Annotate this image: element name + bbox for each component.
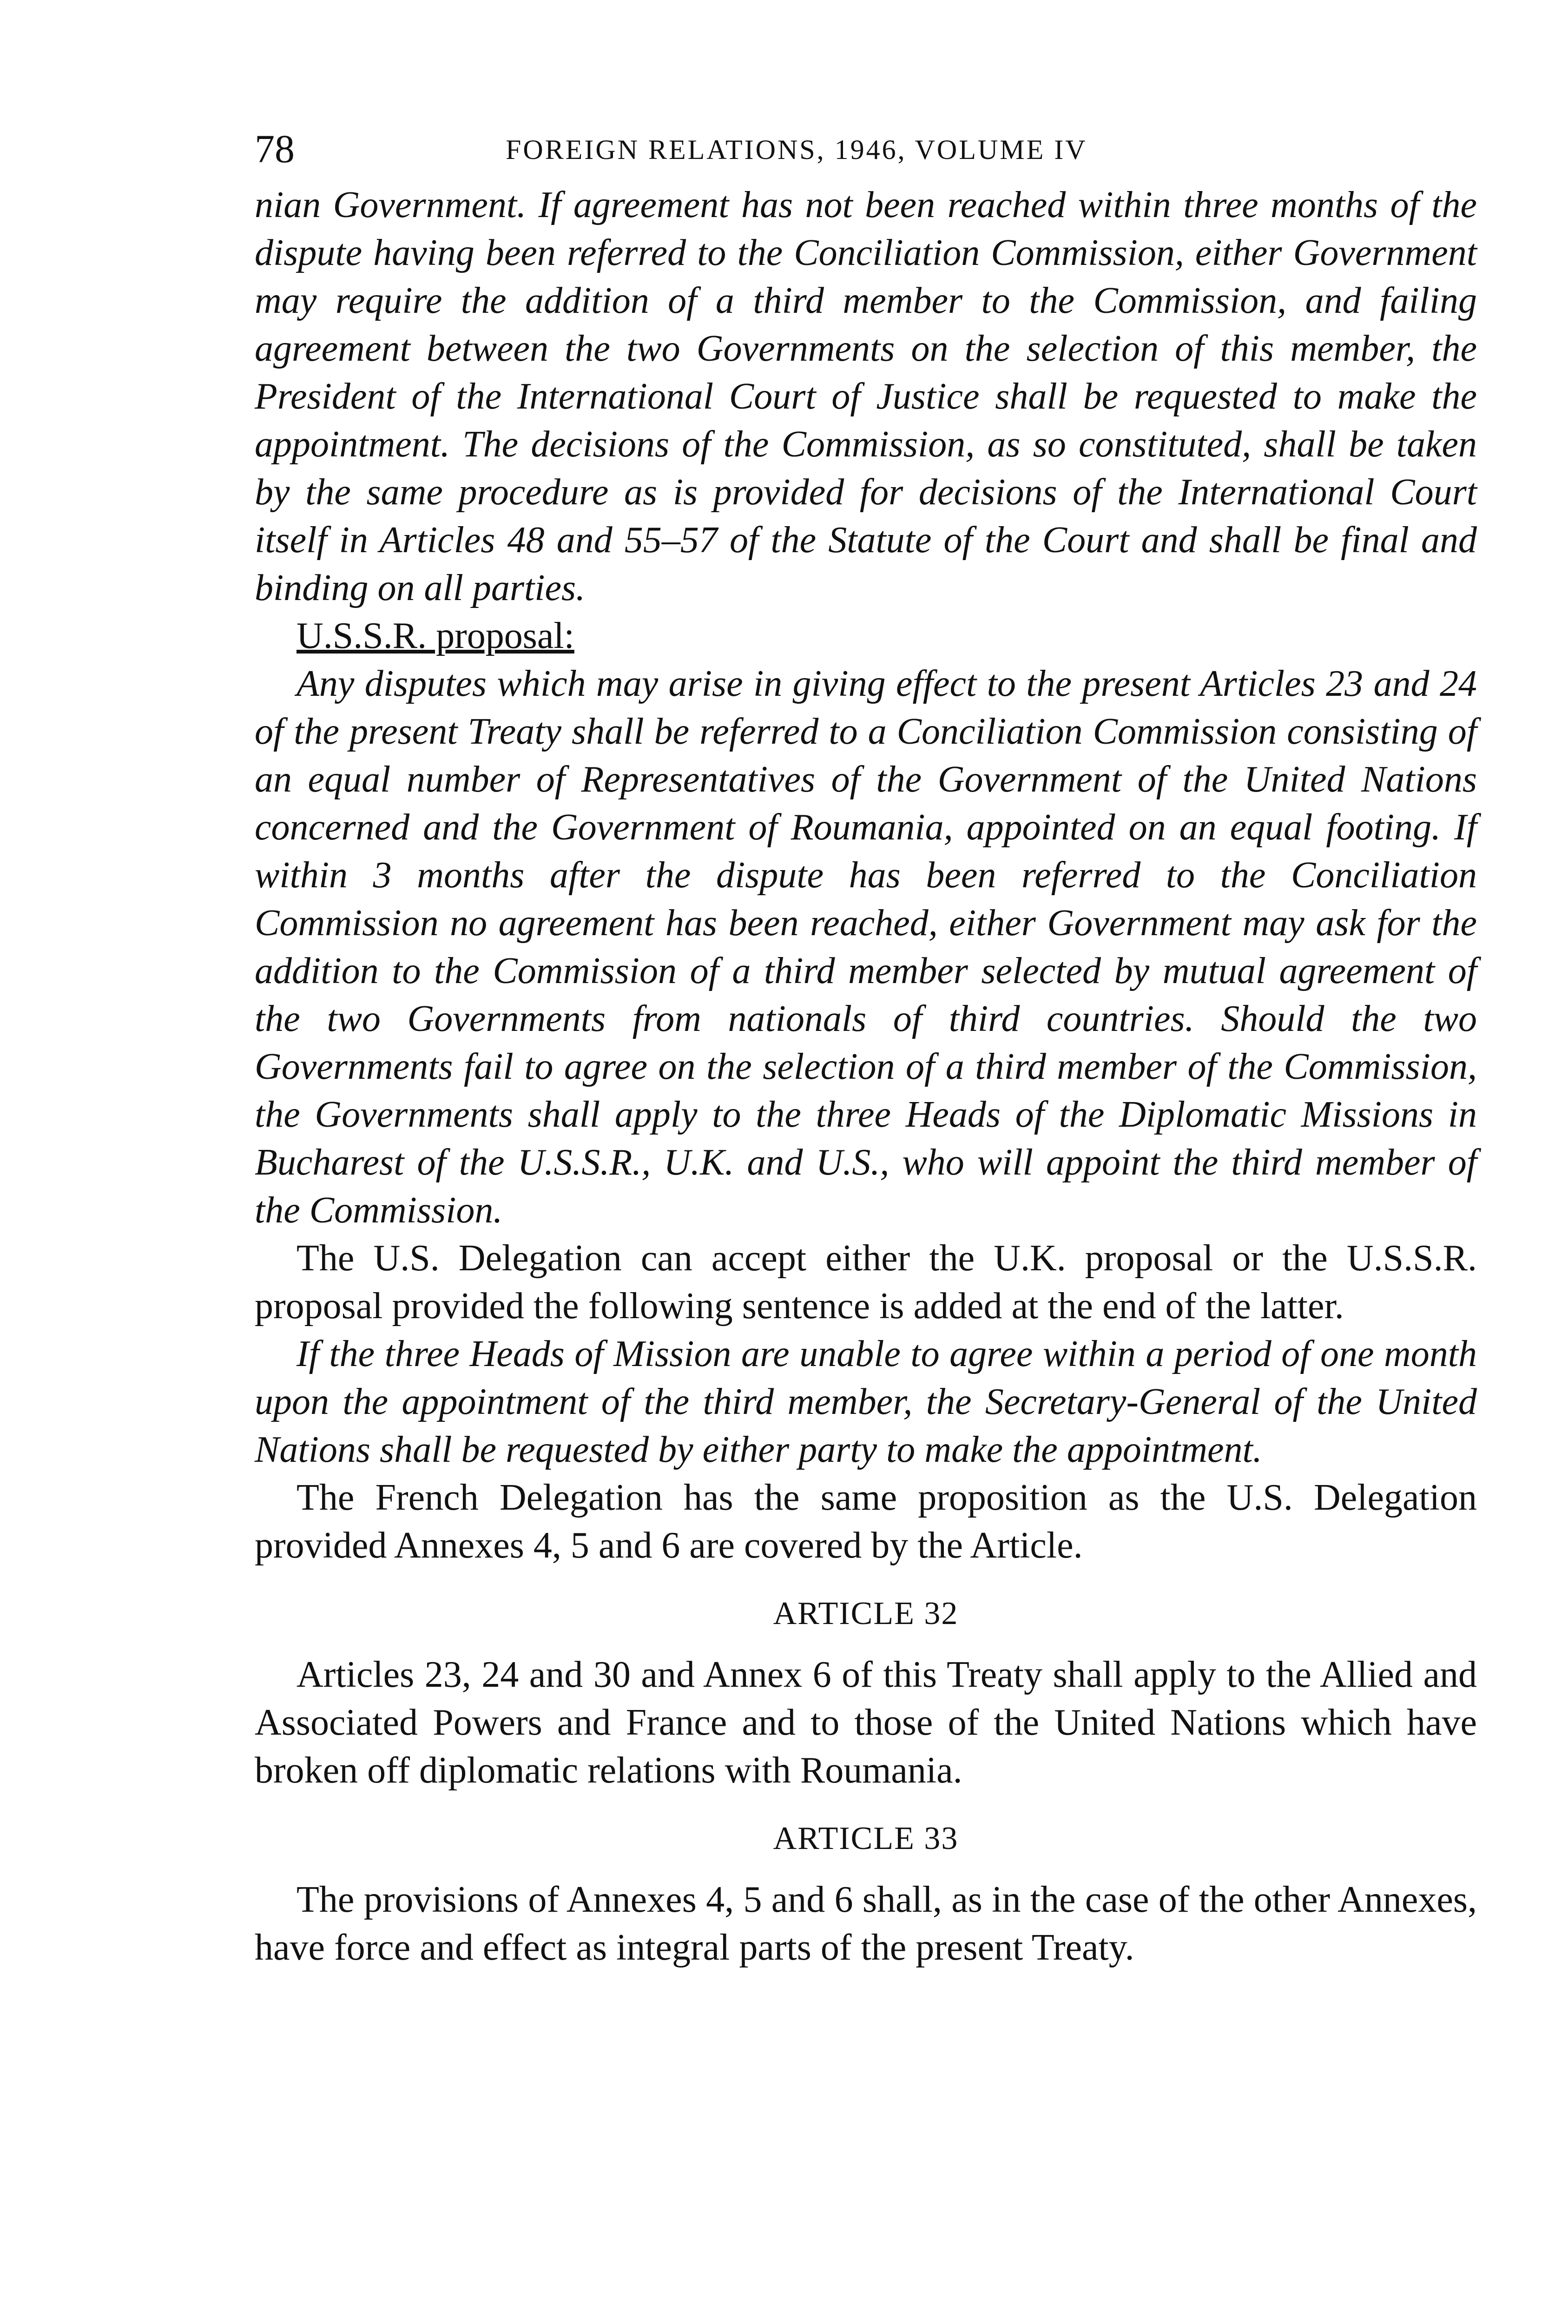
us-delegation-paragraph: The U.S. Delegation can accept either the U.K. proposal or the U.S.S.R. proposal provided the following sentence is added at the end of the latter. — [255, 1238, 1477, 1327]
page-number: 78 — [255, 126, 295, 171]
running-title: FOREIGN RELATIONS, 1946, VOLUME IV — [506, 134, 1087, 165]
running-head — [255, 125, 1477, 181]
added-sentence: If the three Heads of Mission are unable to agree within a period of one month upon the appointment of the third member, the Secretary-General of the United Nations shall be requested by either party to make the appointment. — [255, 1334, 1477, 1470]
article-32-heading: ARTICLE 32 — [773, 1596, 959, 1631]
article-33-text: The provisions of Annexes 4, 5 and 6 shall, as in the case of the other Annexes, have force and effect as integral parts of the present Treaty. — [255, 1879, 1477, 1968]
uk-proposal-continuation: nian Government. If agreement has not been reached within three months of the dispute having been referred to the Conciliation Commission, either Government may require the addition of a third member to the Commission, and failing agreement between the two Governments on the selection of this member, the President of the International Court of Justice shall be requested to make the appointment. The decisions of the Commission, as so constituted, shall be taken by the same procedure as is provided for decisions of the International Court itself in Articles 48 and 55–57 of the Statute of the Court and shall be final and binding on all parties. — [255, 185, 1477, 608]
ussr-proposal-label-text: U.S.S.R. proposal: — [296, 615, 574, 656]
article-33-heading: ARTICLE 33 — [773, 1821, 959, 1856]
french-delegation-paragraph: The French Delegation has the same proposition as the U.S. Delegation provided Annexes 4, 5 and 6 are covered by the Article. — [255, 1477, 1477, 1566]
article-32-text: Articles 23, 24 and 30 and Annex 6 of this Treaty shall apply to the Allied and Associated Powers and France and to those of the United Nations which have broken off diplomatic relations with Roumania. — [255, 1654, 1477, 1791]
ussr-proposal-label — [255, 612, 1477, 660]
document-page — [255, 125, 1477, 1972]
ussr-proposal-text: Any disputes which may arise in giving effect to the present Articles 23 and 24 of the present Treaty shall be referred to a Conciliation Commission consisting of an equal number of Representatives of the Government of the United Nations concerned and the Government of Roumania, appointed on an equal footing. If within 3 months after the dispute has been referred to the Conciliation Commission no agreement has been reached, either Government may ask for the addition to the Commission of a third member selected by mutual agreement of the two Governments from nationals of third countries. Should the two Governments fail to agree on the selection of a third member of the Commission, the Governments shall apply to the three Heads of the Diplomatic Missions in Bucharest of the U.S.S.R., U.K. and U.S., who will appoint the third member of the Commission. — [255, 663, 1477, 1231]
